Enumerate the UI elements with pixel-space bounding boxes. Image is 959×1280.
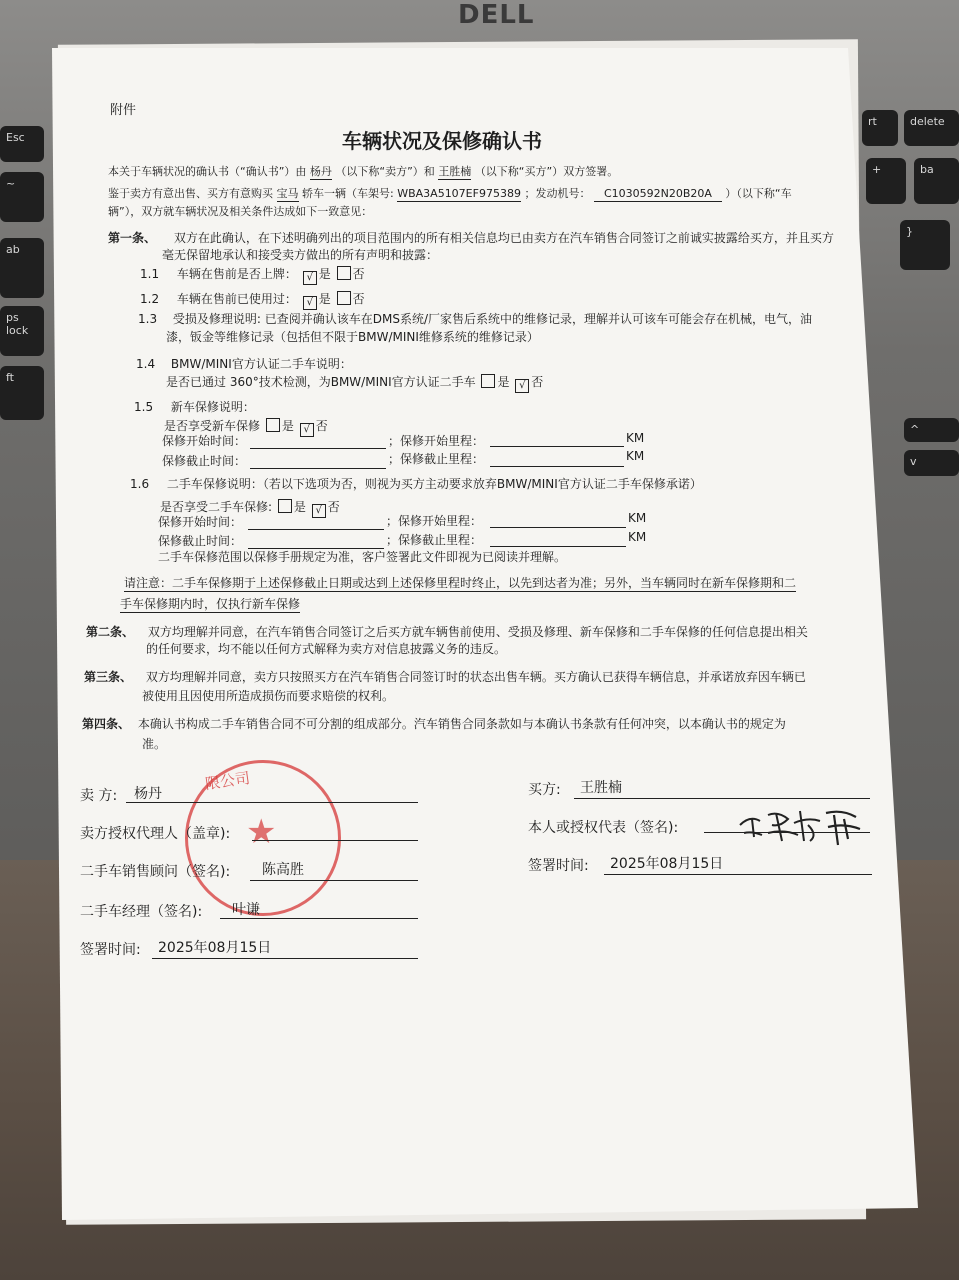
item-1-2: 1.2 车辆在售前已使用过： √ 是 否 xyxy=(140,292,365,308)
article-1-line-1: 第一条、 双方在此确认，在下述明确列出的项目范围内的所有相关信息均已由卖方在汽车销售合同签订之前诚实披露给买方，并且买方 xyxy=(108,231,834,245)
seller-label: 卖 方: xyxy=(80,788,118,804)
new-warranty-start-km-label: ；保修开始里程： xyxy=(388,434,485,448)
seller-date-line xyxy=(152,958,418,959)
buyer-label: 买方: xyxy=(528,782,561,798)
article-4-line-2: 准。 xyxy=(142,737,167,751)
seller-name-line xyxy=(126,802,418,803)
used-warranty-end-km-field[interactable] xyxy=(490,546,626,547)
notice-line-2: 手车保修期内时，仅执行新车保修 xyxy=(120,597,301,611)
sales-advisor-line xyxy=(250,880,418,881)
seller-agent-label: 卖方授权代理人（盖章): xyxy=(80,826,231,842)
seller-date: 2025年08月15日 xyxy=(158,940,272,956)
checkbox-1-5-yes[interactable] xyxy=(266,418,280,432)
seller-name-intro: 杨丹 xyxy=(309,165,332,178)
checkbox-1-1-yes[interactable]: √ xyxy=(303,271,317,285)
new-warranty-end-km-label: ；保修截止里程： xyxy=(388,452,485,466)
used-warranty-end-time-label: 保修截止时间： xyxy=(158,534,243,548)
new-warranty-start-km-field[interactable] xyxy=(490,446,624,447)
used-warranty-start-time-field[interactable] xyxy=(248,529,384,530)
notice-line-1: 请注意：二手车保修期于上述保修截止日期或达到上述保修里程时终止，以先到达者为准；另外，当车辆同时在新车保修期和二 xyxy=(124,576,797,590)
engine-number: C1030592N20B20A xyxy=(594,188,722,202)
article-2-line-2: 的任何要求，均不能以任何方式解释为卖方对信息披露义务的违反。 xyxy=(146,642,507,656)
item-1-1: 1.1 车辆在售前是否上牌： √ 是 否 xyxy=(140,267,365,283)
checkbox-1-2-no[interactable] xyxy=(337,291,351,305)
tilde-key: ~ xyxy=(0,172,44,222)
attachment-label: 附件 xyxy=(110,103,137,118)
arrow-up-key: ^ xyxy=(904,418,959,442)
item-1-3-line-1: 1.3 受损及修理说明: 已查阅并确认该车在DMS系统/厂家售后系统中的维修记录，理解并认可该车可能会存在机械，电气，油 xyxy=(138,312,813,326)
new-warranty-end-time-field[interactable] xyxy=(250,468,386,469)
handwritten-signature xyxy=(738,805,868,847)
item-1-4-line-2: 是否已通过 360°技术检测，为BMW/MINI官方认证二手车 是 √ 否 xyxy=(166,375,544,391)
checkbox-1-1-no[interactable] xyxy=(337,266,351,280)
company-seal-text: 限公司 xyxy=(204,768,252,794)
buyer-name: 王胜楠 xyxy=(580,780,622,796)
checkbox-1-4-no[interactable]: √ xyxy=(515,379,529,393)
intro-line-1: 本关于车辆状况的确认书（“确认书”）由 杨丹 （以下称“卖方”）和 王胜楠 （以下称“买方”）双方签署。 xyxy=(108,165,619,178)
new-warranty-end-km-field[interactable] xyxy=(490,466,624,467)
used-warranty-start-km-label: ；保修开始里程： xyxy=(386,514,483,528)
backspace-key: ba xyxy=(914,158,959,204)
used-warranty-end-time-field[interactable] xyxy=(248,548,384,549)
sales-advisor-label: 二手车销售顾问（签名): xyxy=(80,864,231,880)
checkbox-1-4-yes[interactable] xyxy=(481,374,495,388)
km-unit: KM xyxy=(626,449,645,463)
vin-number: WBA3A5107EF975389 xyxy=(397,187,521,200)
used-warranty-start-km-field[interactable] xyxy=(490,527,626,528)
seller-name: 杨丹 xyxy=(134,786,162,802)
item-1-6-line-2: 是否享受二手车保修: 是 √ 否 xyxy=(160,500,340,516)
prt-key: rt xyxy=(862,110,898,146)
new-warranty-start-time-label: 保修开始时间： xyxy=(162,434,247,448)
used-warranty-start-time-label: 保修开始时间： xyxy=(158,515,243,529)
seal-star-icon: ★ xyxy=(246,812,277,852)
used-warranty-scope: 二手车保修范围以保修手册规定为准，客户签署此文件即视为已阅读并理解。 xyxy=(158,550,567,564)
caps-lock-key: ps lock xyxy=(0,306,44,356)
arrow-down-key: v xyxy=(904,450,959,476)
item-1-5-line-1: 1.5 新车保修说明： xyxy=(134,400,255,414)
plus-key: + xyxy=(866,158,906,204)
item-1-3-line-2: 漆，钣金等维修记录（包括但不限于BMW/MINI维修系统的维修记录） xyxy=(166,330,539,344)
tab-key: ab xyxy=(0,238,44,298)
intro-line-3: 辆”），双方就车辆状况及相关条件达成如下一致意见： xyxy=(108,205,373,218)
article-3-line-1: 第三条、 双方均理解并同意，卖方只按照买方在汽车销售合同签订时的状态出售车辆。买方确认已获得车辆信息，并承诺放弃因车辆已 xyxy=(84,670,806,684)
used-warranty-end-km-label: ；保修截止里程： xyxy=(386,533,483,547)
vehicle-brand: 宝马 xyxy=(276,187,299,200)
buyer-rep-label: 本人或授权代表（签名): xyxy=(528,820,679,836)
manager-name: 叶谦 xyxy=(232,902,260,918)
article-3-line-2: 被使用且因使用所造成损伤而要求赔偿的权利。 xyxy=(142,689,395,703)
buyer-name-line xyxy=(574,798,870,799)
item-1-6-line-1: 1.6 二手车保修说明：（若以下选项为否，则视为买方主动要求放弃BMW/MINI官方认证二手车保修承诺） xyxy=(130,477,702,491)
document-title: 车辆状况及保修确认书 xyxy=(342,129,542,153)
checkbox-1-5-no[interactable]: √ xyxy=(300,423,314,437)
article-2-line-1: 第二条、 双方均理解并同意，在汽车销售合同签订之后买方就车辆售前使用、受损及修理、新车保修和二手车保修的任何信息提出相关 xyxy=(86,625,808,639)
article-1-line-2: 毫无保留地承认和接受卖方做出的所有声明和披露： xyxy=(162,248,439,262)
checkbox-1-2-yes[interactable]: √ xyxy=(303,296,317,310)
dell-logo: DELL xyxy=(458,0,535,30)
seller-date-label: 签署时间: xyxy=(80,942,141,958)
km-unit: KM xyxy=(628,530,647,544)
shift-key: ft xyxy=(0,366,44,420)
intro-line-2: 鉴于卖方有意出售、买方有意购买 宝马 轿车一辆（车架号: WBA3A5107EF975389 ；发动机号： C1030592N20B20A ）（以下称“车 xyxy=(108,187,792,200)
brace-key: } xyxy=(900,220,950,270)
km-unit: KM xyxy=(626,431,645,445)
km-unit: KM xyxy=(628,511,647,525)
manager-line xyxy=(220,918,418,919)
delete-key: delete xyxy=(904,110,959,146)
checkbox-1-6-no[interactable]: √ xyxy=(312,504,326,518)
buyer-date: 2025年08月15日 xyxy=(610,856,724,872)
buyer-name-intro: 王胜楠 xyxy=(438,165,472,178)
buyer-date-line xyxy=(604,874,872,875)
item-1-5-line-2: 是否享受新车保修 是 √ 否 xyxy=(164,419,328,435)
esc-key: Esc xyxy=(0,126,44,162)
sales-advisor-name: 陈高胜 xyxy=(262,862,304,878)
new-warranty-start-time-field[interactable] xyxy=(250,448,386,449)
checkbox-1-6-yes[interactable] xyxy=(278,499,292,513)
buyer-date-label: 签署时间: xyxy=(528,858,589,874)
new-warranty-end-time-label: 保修截止时间： xyxy=(162,454,247,468)
manager-label: 二手车经理（签名): xyxy=(80,904,203,920)
article-4-line-1: 第四条、 本确认书构成二手车销售合同不可分割的组成部分。汽车销售合同条款如与本确认书条款有任何冲突，以本确认书的规定为 xyxy=(82,717,786,731)
seller-agent-field[interactable] xyxy=(252,840,418,841)
item-1-4-line-1: 1.4 BMW/MINI官方认证二手车说明： xyxy=(136,357,352,371)
